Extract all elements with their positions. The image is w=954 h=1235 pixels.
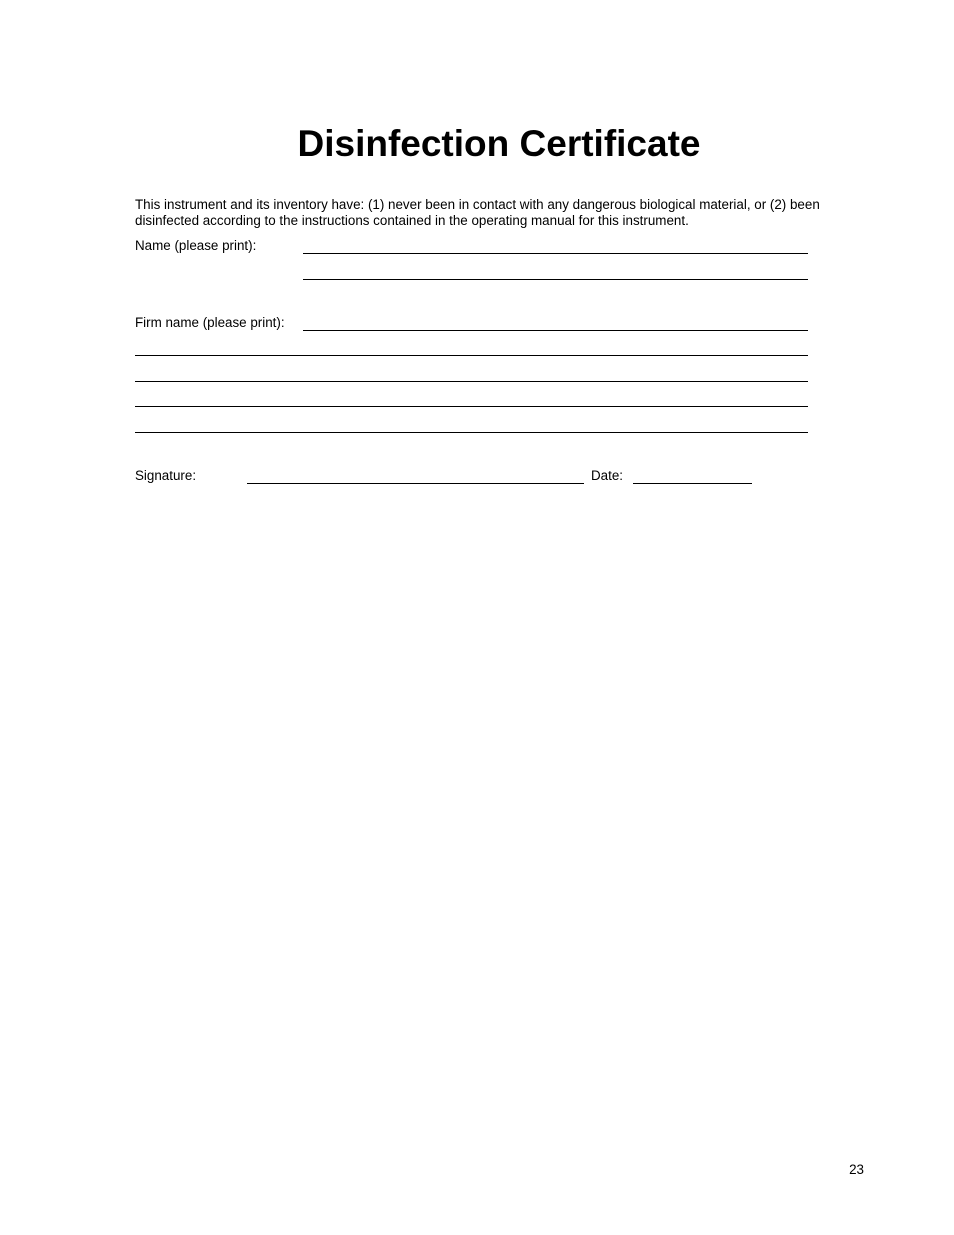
firm-name-label: Firm name (please print):	[135, 315, 285, 330]
name-line-1[interactable]	[303, 253, 808, 254]
certificate-statement: This instrument and its inventory have: (1) never been in contact with any dangerous biological material, or (2) been disinfected according to the instructions contained in the operating manual for this instrument.	[135, 197, 820, 228]
firm-name-line-1[interactable]	[303, 330, 808, 331]
firm-address-line-3[interactable]	[135, 406, 808, 407]
name-line-2[interactable]	[303, 279, 808, 280]
firm-address-line-2[interactable]	[135, 381, 808, 382]
page-title: Disinfection Certificate	[297, 123, 701, 164]
firm-address-line-1[interactable]	[135, 355, 808, 356]
date-label: Date:	[591, 468, 624, 483]
signature-label: Signature:	[135, 468, 197, 483]
name-label: Name (please print):	[135, 238, 257, 253]
signature-line[interactable]	[247, 483, 584, 484]
page-number: 23	[849, 1162, 864, 1177]
firm-address-line-4[interactable]	[135, 432, 808, 433]
date-line[interactable]	[633, 483, 752, 484]
